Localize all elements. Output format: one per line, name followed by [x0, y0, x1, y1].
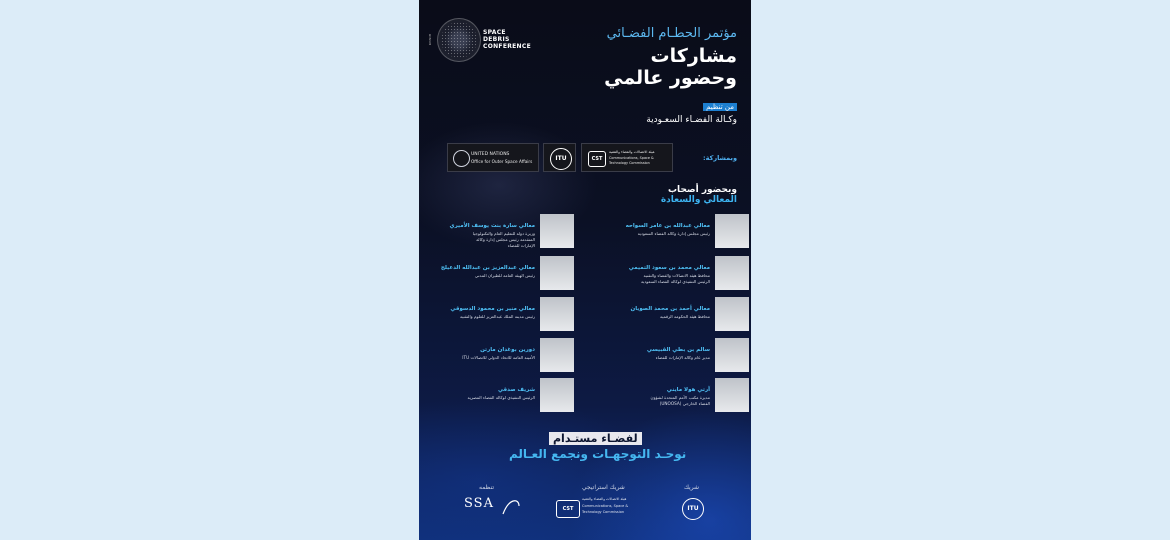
person-photo — [540, 297, 574, 331]
person-name: معالي منير بن محمود الدسوقي — [450, 306, 535, 312]
person-name: معالي عبدالعزيز بن عبدالله الدعيلج — [440, 265, 535, 271]
cst-partner-logo: CST هيئة الاتصالات والفضاء والتقنية Communications, Space & Technology Commission — [581, 143, 673, 172]
cst-footer-logo: CST — [556, 500, 580, 518]
logo-dots-decoration — [441, 22, 477, 58]
logo-text: SPACE DEBRIS CONFERENCE — [483, 29, 531, 50]
itu-partner-logo — [543, 143, 576, 172]
itu-icon: ITU — [550, 148, 572, 170]
ssa-swoosh-icon — [499, 494, 523, 518]
person-photo — [540, 338, 574, 372]
un-emblem-icon — [453, 150, 470, 167]
slogan-line-2: نوحـد التوجهـات ونجمع العـالم — [509, 447, 687, 461]
partner-label: شريك — [684, 484, 700, 491]
person-photo — [715, 214, 749, 248]
person-name: دورين بوغدان مارتن — [480, 347, 535, 353]
person-name: معالي أحمد بن محمد الصويان — [630, 306, 710, 312]
conference-title: مؤتمر الحطـام الفضـائي — [606, 26, 737, 41]
person-name: معالي محمد بن سعود التميمي — [628, 265, 710, 271]
slogan-line-1: لفضـاء مستـدام — [549, 432, 642, 445]
presence-subheading: المعالي والسعادة — [660, 195, 737, 205]
person-photo — [715, 338, 749, 372]
unoosa-partner-logo: UNITED NATIONS Office for Outer Space Affairs — [447, 143, 539, 172]
strategic-partner-label: شريك استراتيجي — [582, 484, 625, 491]
organizer-footer-label: تنظمه — [479, 484, 495, 491]
person-name: معالي عبدالله بن عامر السواحه — [625, 223, 710, 229]
person-photo — [540, 378, 574, 412]
person-photo — [715, 256, 749, 290]
presence-heading: وبحضور أصحاب — [668, 185, 737, 195]
person-name: شريف صدقي — [497, 387, 535, 393]
person-photo — [540, 214, 574, 248]
organizer-name: وكـالة الفضـاء السعـودية — [646, 115, 737, 125]
itu-footer-logo: ITU — [682, 498, 704, 520]
logo-side-text: RIYADH — [428, 34, 432, 46]
person-photo — [715, 378, 749, 412]
person-name: آرتي هولا مايني — [666, 387, 710, 393]
main-title: مشاركات وحضور عالمي — [604, 45, 737, 89]
event-poster: RIYADH SPACE DEBRIS CONFERENCE مؤتمر الحطـام الفضـائي مشاركات وحضور عالمي من تنظيم وكـالة الفضـاء السعـودية وبمشاركة: CST هيئة الاتصالات والفضاء والتقنية Communications, Space & Technology Commission ITU UNITED NATIONS Office for Outer Space Affairs وبحضور أصحاب المعالي والسعادة معالي عبدالله بن عامر السواحه رئيس مجلس إدارة وكالة الفضاء السعودية معالي محمد بن سعود التميمي محافظ هيئة الاتصالات والفضاء والتقنية الرئيس التنفيذي لوكالة الفضاء السعودية معالي أحمد بن محمد الصويان محافظ هيئة الحكومة الرقمية سالم بن بطي القبيسي مدير عام وكالة الإمارات للفضاء آرتي هولا مايني مديرة مكتب الأمم المتحدة لشؤون الفضاء الخارجي (UNOOSA) معالي سارة بنت يوسف الأميري وزيرة دولة للتعليم العام والتكنولوجيا المتقدمة رئيس مجلس إدارة وكالة الإمارات للفضاء معالي عبدالعزيز بن عبدالله الدعيلج رئيس الهيئة العامة للطيران المدني معالي منير بن محمود الدسوقي رئيس مدينة الملك عبدالعزيز للعلوم والتقنية دورين بوغدان مارتن الأمينة العامة للاتحاد الدولي للاتصالات ITU شريف صدقي الرئيس التنفيذي لوكالة الفضاء المصرية لفضـاء مستـدام نوحـد التوجهـات ونجمع العـالم شريك ITU شريك استراتيجي CST هيئة الاتصالات والفضاء والتقنية Communications, Space & Technology Commission تنظمه SSA — [419, 0, 751, 540]
person-photo — [540, 256, 574, 290]
person-photo — [715, 297, 749, 331]
partners-label: وبمشاركة: — [703, 154, 737, 162]
person-name: سالم بن بطي القبيسي — [646, 347, 710, 353]
person-name: معالي سارة بنت يوسف الأميري — [449, 223, 535, 229]
organizer-label: من تنظيم — [703, 103, 737, 111]
cst-icon: CST — [588, 151, 606, 167]
ssa-footer-logo: SSA — [464, 496, 494, 511]
